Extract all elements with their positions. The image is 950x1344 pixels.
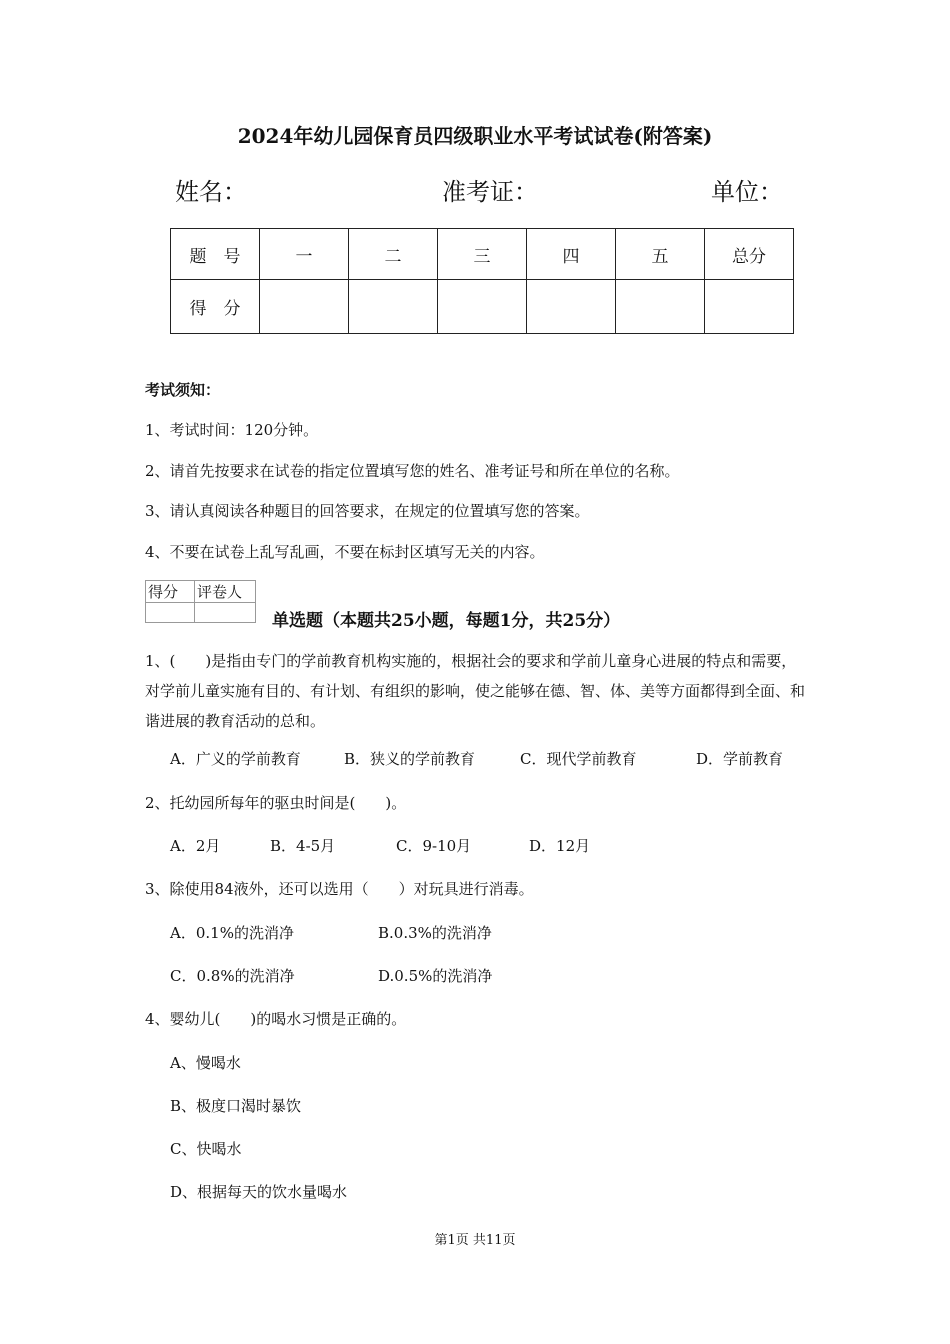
question-1-option: A．广义的学前教育 <box>170 750 301 768</box>
score-row-label: 得 分 <box>171 280 260 334</box>
notice-item: 3、请认真阅读各种题目的回答要求，在规定的位置填写您的答案。 <box>145 502 590 520</box>
notice-item: 1、考试时间：120分钟。 <box>145 421 319 439</box>
unit-field-label: 单位： <box>711 178 783 206</box>
question-3-option: D.0.5%的洗消净 <box>378 967 493 985</box>
exam-id-field-label: 准考证： <box>442 178 538 206</box>
question-1-option: D．学前教育 <box>696 750 784 768</box>
score-table-header-row <box>171 229 794 280</box>
question-3-option: C．0.8%的洗消净 <box>170 967 295 985</box>
grader-reviewer-cell[interactable] <box>195 603 256 623</box>
score-cell[interactable] <box>438 280 527 334</box>
total-score-cell[interactable] <box>705 280 794 334</box>
name-field-label: 姓名： <box>175 178 247 206</box>
question-4-text: 4、婴幼儿( )的喝水习惯是正确的。 <box>145 1010 407 1028</box>
grader-table <box>145 580 256 623</box>
question-3-text: 3、除使用84液外，还可以选用（ ）对玩具进行消毒。 <box>145 880 534 898</box>
score-cell[interactable] <box>527 280 616 334</box>
grader-reviewer-label: 评卷人 <box>195 581 256 603</box>
question-3-option: B.0.3%的洗消净 <box>378 924 492 942</box>
score-cell[interactable] <box>260 280 349 334</box>
score-table-score-row <box>171 280 794 334</box>
total-header: 总分 <box>705 229 794 280</box>
question-4-option: D、根据每天的饮水量喝水 <box>170 1183 348 1201</box>
page-footer: 第1页 共11页 <box>434 1233 516 1248</box>
grader-score-cell[interactable] <box>146 603 195 623</box>
score-table <box>170 228 794 334</box>
question-2-option: A．2月 <box>170 837 221 855</box>
question-2-text: 2、托幼园所每年的驱虫时间是( )。 <box>145 794 407 812</box>
question-1-option: C．现代学前教育 <box>520 750 637 768</box>
section-4-header: 四 <box>527 229 616 280</box>
exam-title: 2024年幼儿园保育员四级职业水平考试试卷(附答案) <box>237 124 713 148</box>
section-2-header: 二 <box>349 229 438 280</box>
grader-score-label: 得分 <box>146 581 195 603</box>
question-3-option: A．0.1%的洗消净 <box>170 924 294 942</box>
section-1-header: 一 <box>260 229 349 280</box>
question-2-option: C．9-10月 <box>396 837 472 855</box>
section-5-header: 五 <box>616 229 705 280</box>
question-4-option: C、快喝水 <box>170 1140 242 1158</box>
question-1-text: 1、( )是指由专门的学前教育机构实施的，根据社会的要求和学前儿童身心进展的特点和需要，对学前儿童实施有目的、有计划、有组织的影响，使之能够在德、智、体、美等方面都得到全面、和谐进展的教育活动的总和。 <box>145 652 806 730</box>
question-4-option: B、极度口渴时暴饮 <box>170 1097 302 1115</box>
question-number-label: 题 号 <box>171 229 260 280</box>
question-4-option: A、慢喝水 <box>170 1054 241 1072</box>
score-cell[interactable] <box>616 280 705 334</box>
question-2-option: D．12月 <box>529 837 591 855</box>
section-title: 单选题（本题共25小题，每题1分，共25分） <box>272 611 621 631</box>
score-cell[interactable] <box>349 280 438 334</box>
question-2-option: B．4-5月 <box>270 837 336 855</box>
section-3-header: 三 <box>438 229 527 280</box>
notice-item: 4、不要在试卷上乱写乱画，不要在标封区填写无关的内容。 <box>145 543 545 561</box>
notice-item: 2、请首先按要求在试卷的指定位置填写您的姓名、准考证号和所在单位的名称。 <box>145 462 680 480</box>
notice-heading: 考试须知： <box>145 381 221 399</box>
question-1-option: B．狭义的学前教育 <box>344 750 476 768</box>
